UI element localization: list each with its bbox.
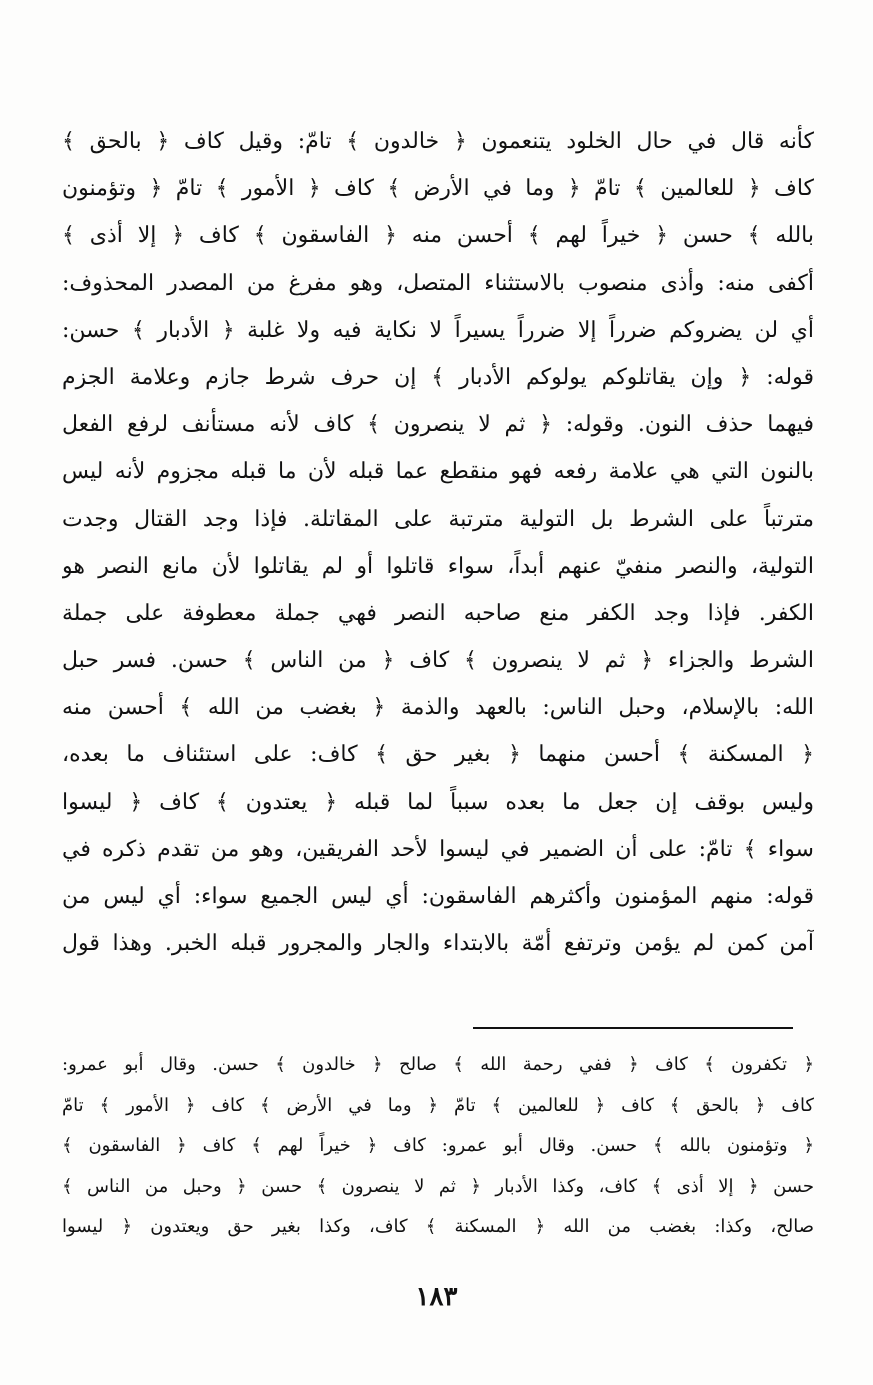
main-text-line: كأنه قال في حال الخلود يتنعمون ﴿ خالدون ﴾ تامّ: وقيل كاف ﴿ بالحق ﴾: [62, 129, 814, 154]
main-text-line: الكفر. فإذا وجد الكفر منع صاحبه النصر فهي جملة معطوفة على جملة: [62, 600, 814, 626]
footnote-line: حسن ﴿ إلا أذى ﴾ كاف، وكذا الأدبار ﴿ ثم لا ينصرون ﴾ حسن ﴿ وحبل من الناس ﴾: [62, 1175, 814, 1197]
main-text-line: ﴿ المسكنة ﴾ أحسن منهما ﴿ بغير حق ﴾ كاف: على استئناف ما بعده،: [62, 742, 814, 768]
main-text-line: الله: بالإسلام، وحبل الناس: بالعهد والذمة ﴿ بغضب من الله ﴾ أحسن منه: [62, 695, 814, 721]
footnote-line: كاف ﴿ بالحق ﴾ كاف ﴿ للعالمين ﴾ تامّ ﴿ وما في الأرض ﴾ كاف ﴿ الأمور ﴾ تامّ: [62, 1094, 814, 1116]
main-text-line: مترتباً على الشرط بل التولية مترتبة على المقاتلة. فإذا وجد القتال وجدت: [62, 506, 814, 532]
main-text-line: التولية، والنصر منفيّ عنهم أبداً، سواء قاتلوا أو لم يقاتلوا لأن مانع النصر هو: [62, 553, 814, 579]
footnote-line: صالح، وكذا: بغضب من الله ﴿ المسكنة ﴾ كاف، وكذا بغير حق ويعتدون ﴿ ليسوا: [62, 1216, 814, 1237]
footnote-line: ﴿ تكفرون ﴾ كاف ﴿ ففي رحمة الله ﴾ صالح ﴿ خالدون ﴾ حسن. وقال أبو عمرو:: [62, 1054, 814, 1075]
main-text-line: سواء ﴾ تامّ: على أن الضمير في ليسوا لأحد الفريقين، وهو من تقدم ذكره في: [62, 836, 814, 862]
footnote-line: ﴿ وتؤمنون بالله ﴾ حسن. وقال أبو عمرو: كاف ﴿ خيراً لهم ﴾ كاف ﴿ الفاسقون ﴾: [62, 1135, 814, 1156]
main-text-line: كاف ﴿ للعالمين ﴾ تامّ ﴿ وما في الأرض ﴾ كاف ﴿ الأمور ﴾ تامّ ﴿ وتؤمنون: [62, 176, 814, 202]
main-text-line: وليس بوقف إن جعل ما بعده سبباً لما قبله ﴿ يعتدون ﴾ كاف ﴿ ليسوا: [62, 789, 814, 815]
main-text-block: [62, 118, 814, 967]
main-text-line: بالله ﴾ حسن ﴿ خيراً لهم ﴾ أحسن منه ﴿ الفاسقون ﴾ كاف ﴿ إلا أذى ﴾: [62, 223, 814, 249]
main-text-line: فيهما حذف النون. وقوله: ﴿ ثم لا ينصرون ﴾ كاف لأنه مستأنف لرفع الفعل: [62, 412, 814, 438]
footnote-block: [62, 1045, 814, 1248]
main-text-line: آمن كمن لم يؤمن وترتفع أمّة بالابتداء والجار والمجرور قبله الخبر. وهذا قول: [62, 931, 814, 957]
page-number: ١٨٣: [415, 1282, 458, 1312]
main-text-line: أكفى منه: وأذى منصوب بالاستثناء المتصل، وهو مفرغ من المصدر المحذوف:: [62, 270, 814, 296]
main-text-line: الشرط والجزاء ﴿ ثم لا ينصرون ﴾ كاف ﴿ من الناس ﴾ حسن. فسر حبل: [62, 648, 814, 674]
main-text-line: بالنون التي هي علامة رفعه فهو منقطع عما قبله لأن ما قبله مجزوم لأنه ليس: [62, 459, 814, 485]
main-text-line: قوله: ﴿ وإن يقاتلوكم يولوكم الأدبار ﴾ إن حرف شرط جازم وعلامة الجزم: [62, 364, 814, 390]
main-text-line: أي لن يضروكم ضرراً إلا ضرراً يسيراً لا نكاية فيه ولا غلبة ﴿ الأدبار ﴾ حسن:: [62, 317, 814, 343]
main-text-line: قوله: منهم المؤمنون وأكثرهم الفاسقون: أي ليس الجميع سواء: أي ليس من: [62, 884, 814, 909]
footnote-separator: [473, 1027, 793, 1029]
